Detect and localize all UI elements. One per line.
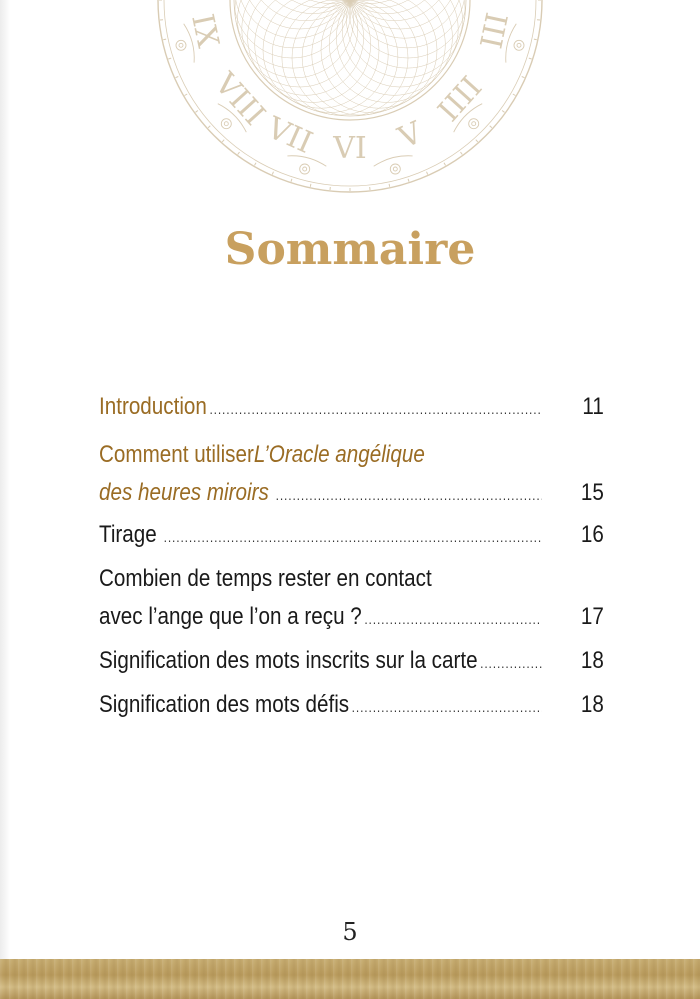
dot-leader <box>364 600 542 638</box>
clock-numeral: VII <box>261 110 318 161</box>
toc-entry-signification-defis[interactable] <box>99 686 604 724</box>
clock-numeral: VIII <box>207 66 272 133</box>
toc-entry-tirage[interactable] <box>99 516 604 554</box>
toc-entry-title-italic: L’Oracle angélique <box>253 441 425 468</box>
toc-entry-title: Signification des mots défis <box>99 691 350 718</box>
toc-entry-title: Introduction <box>99 393 207 420</box>
toc-page-number: 11 <box>582 393 604 420</box>
toc-entry-signification-carte[interactable] <box>99 642 604 680</box>
toc-page-number: 17 <box>580 603 604 630</box>
toc-entry-title: Comment utiliser <box>99 441 254 468</box>
clock-ornament <box>0 0 700 200</box>
toc-entry-title: avec l’ange que l’on a reçu ? <box>99 603 362 630</box>
toc-page-number: 16 <box>580 521 604 548</box>
dot-leader <box>209 390 541 428</box>
toc-page-number: 15 <box>580 479 604 506</box>
toc-entry-title: Signification des mots inscrits sur la carte <box>99 647 478 674</box>
page-number: 5 <box>342 918 358 946</box>
dot-leader <box>276 476 542 514</box>
clock-numeral: IX <box>184 11 226 51</box>
clock-numeral: IIII <box>431 70 490 129</box>
dot-leader <box>480 644 542 682</box>
gold-foil-band <box>0 959 700 999</box>
toc-entry-comment-utiliser[interactable] <box>99 436 604 512</box>
toc-entry-title-italic: des heures miroirs <box>99 479 269 506</box>
toc-entry-title: Tirage <box>99 521 157 548</box>
page-title: Sommaire <box>224 224 476 275</box>
dot-leader <box>352 688 542 726</box>
clock-rosette <box>234 0 466 116</box>
toc-page-number: 18 <box>580 647 604 674</box>
clock-numeral: V <box>393 115 428 157</box>
toc-entry-combien-de-temps[interactable] <box>99 560 604 636</box>
dot-leader <box>164 518 542 556</box>
clock-numeral: III <box>474 9 517 52</box>
toc-entry-title: Combien de temps rester en contact <box>99 565 432 592</box>
toc-entry-introduction[interactable] <box>99 388 604 426</box>
toc-page-number: 18 <box>580 691 604 718</box>
clock-numeral: VI <box>333 131 367 166</box>
